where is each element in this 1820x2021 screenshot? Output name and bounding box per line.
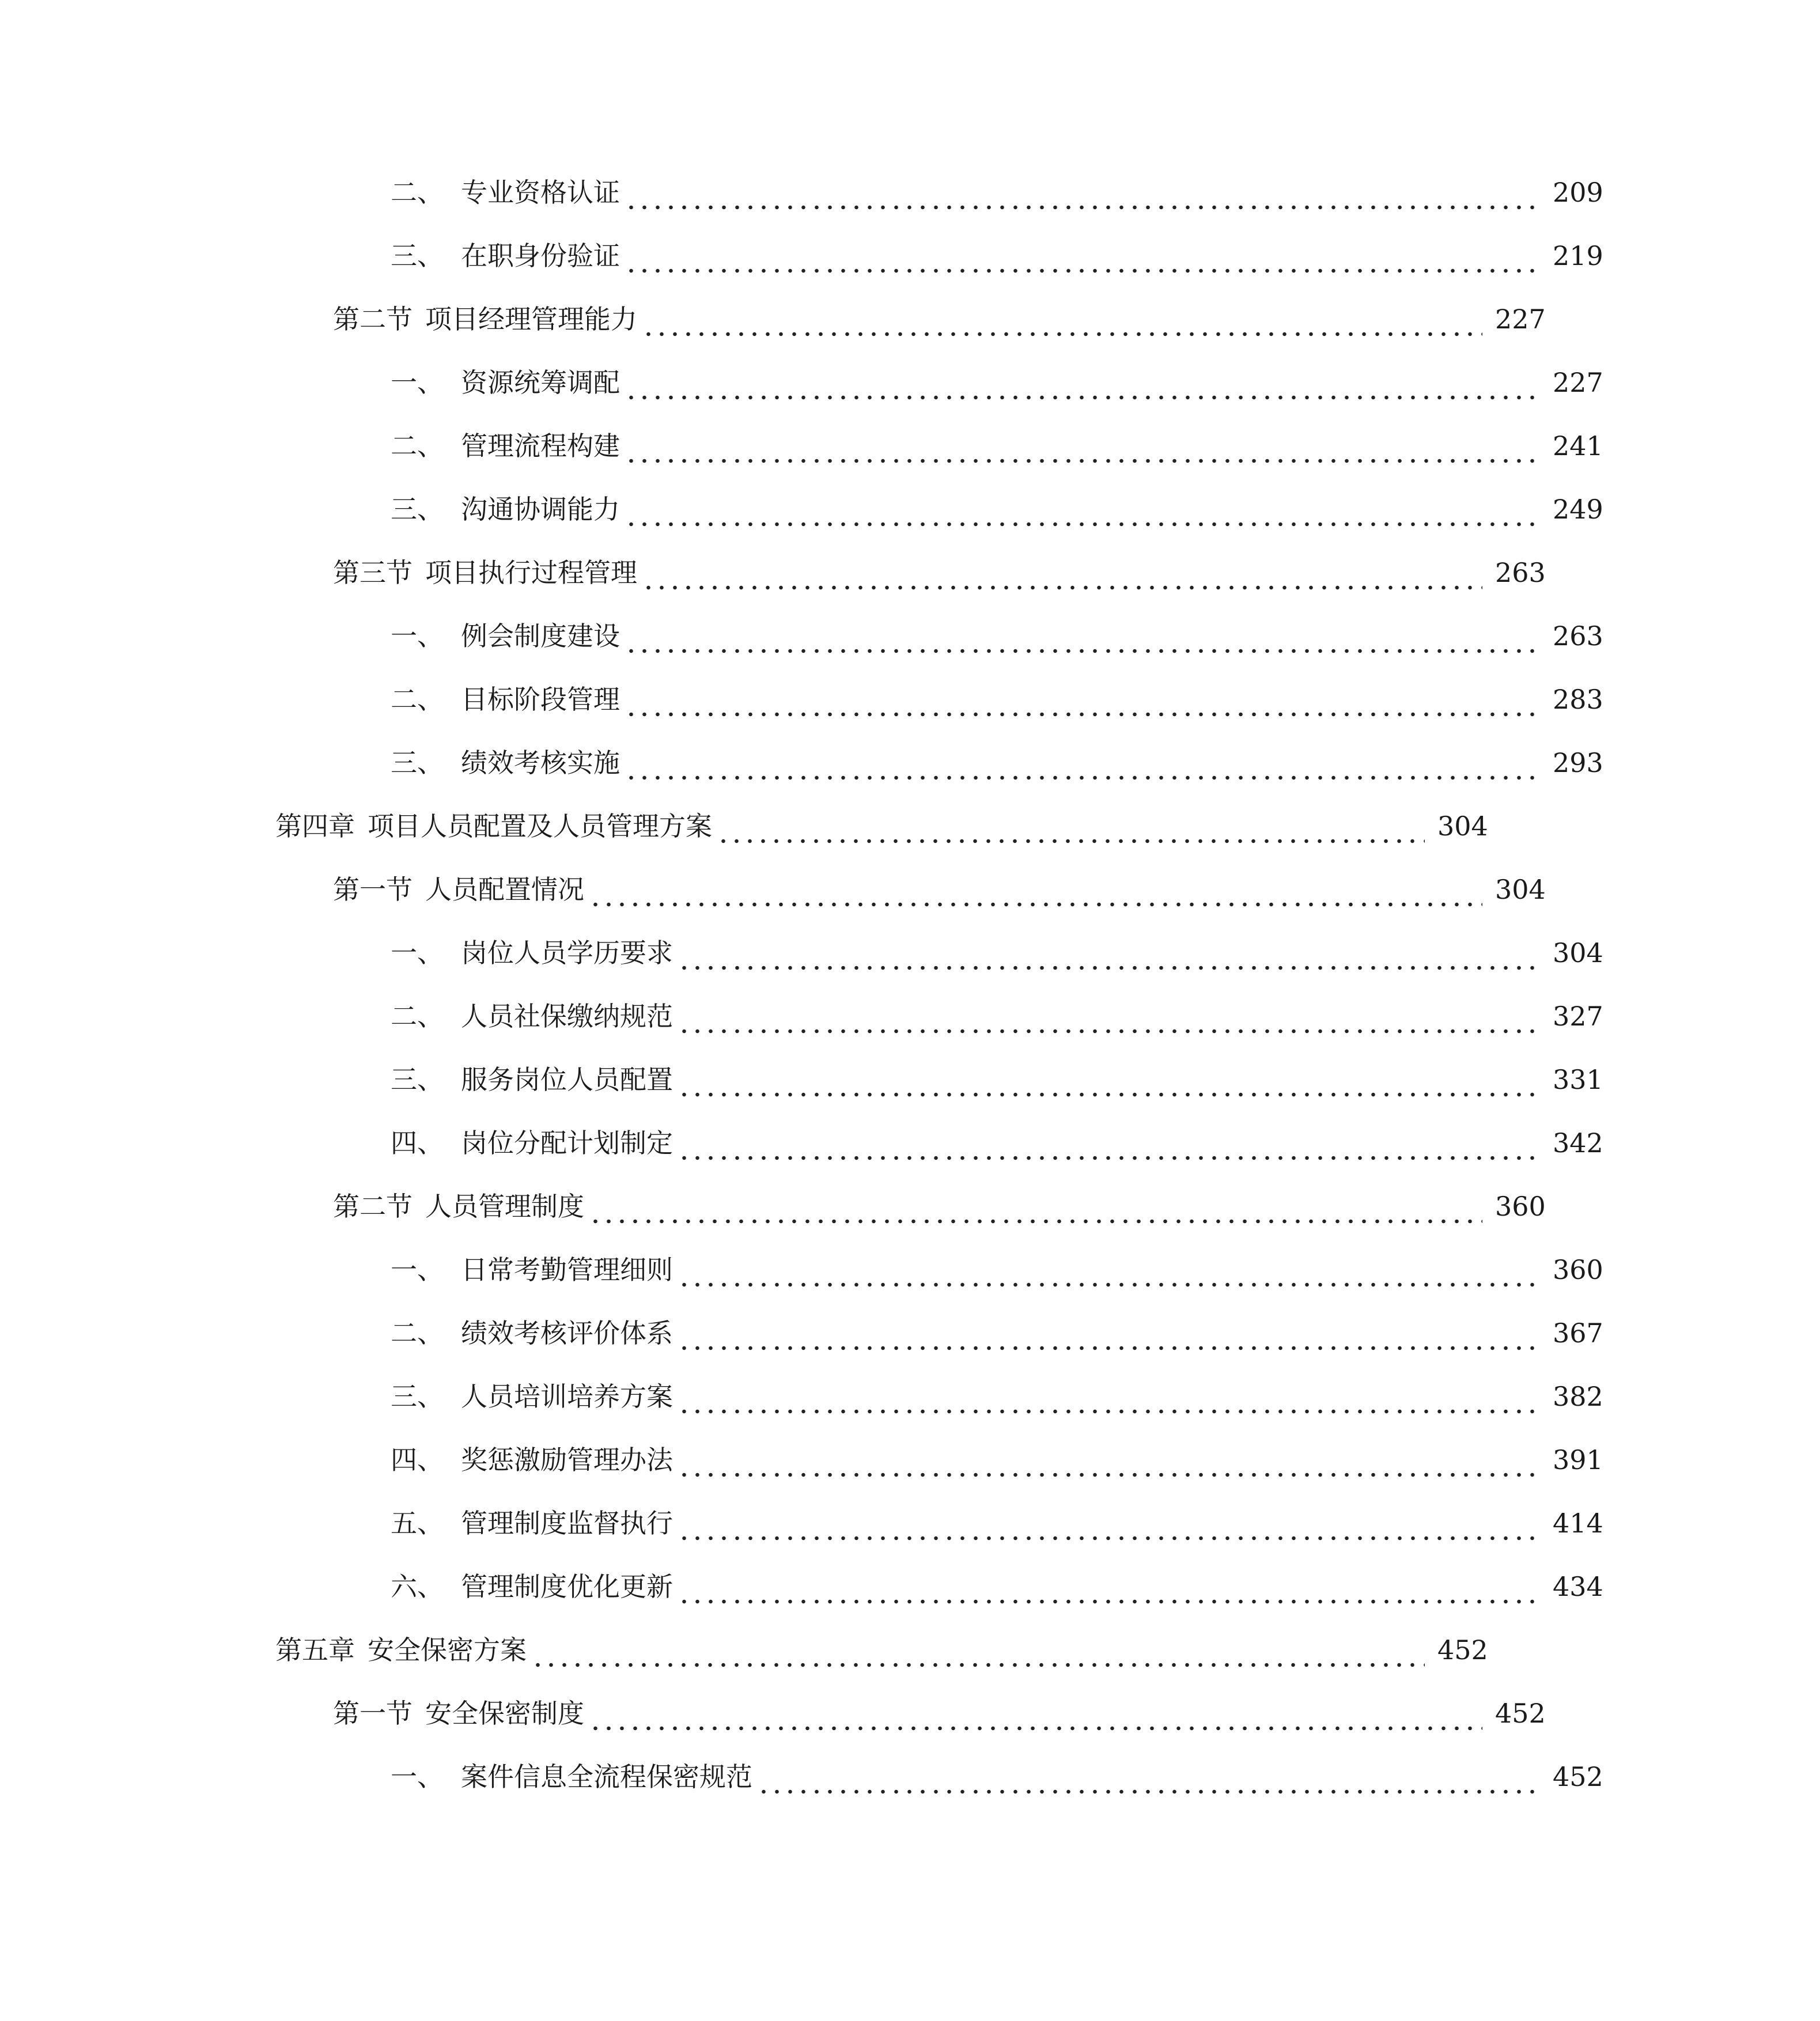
toc-entry[interactable] (0, 169, 1820, 215)
toc-entry[interactable] (0, 1183, 1762, 1229)
dot-leader (678, 1120, 1540, 1166)
dot-leader (625, 676, 1540, 722)
toc-entry-number: 第二节 (333, 304, 413, 335)
toc-entry-number: 四、 (391, 1127, 444, 1159)
dot-leader (678, 1437, 1540, 1483)
toc-entry-page: 452 (1495, 1698, 1546, 1729)
toc-entry-page: 209 (1553, 177, 1603, 208)
toc-entry-page: 263 (1495, 557, 1546, 588)
toc-entry-title: 绩效考核实施 (461, 747, 620, 778)
toc-entry-page: 382 (1553, 1381, 1603, 1412)
toc-entry-page: 391 (1553, 1444, 1603, 1475)
toc-entry-number: 二、 (391, 1001, 444, 1032)
toc-entry-title: 管理制度监督执行 (461, 1508, 673, 1539)
toc-entry-page: 452 (1437, 1634, 1488, 1666)
toc-entry-title: 管理制度优化更新 (461, 1571, 673, 1602)
toc-entry-page: 241 (1553, 430, 1603, 461)
toc-entry-title: 项目执行过程管理 (425, 557, 637, 588)
toc-entry-number: 二、 (391, 177, 444, 208)
toc-entry-number: 一、 (391, 937, 444, 968)
toc-entry-page: 327 (1553, 1001, 1603, 1032)
toc-entry[interactable] (0, 296, 1762, 342)
toc-entry[interactable] (0, 866, 1762, 913)
toc-entry[interactable] (0, 1247, 1820, 1293)
toc-entry-number: 二、 (391, 430, 444, 461)
toc-entry-page: 263 (1553, 620, 1603, 652)
toc-entry-title: 人员社保缴纳规范 (461, 1001, 673, 1032)
toc-entry-title: 奖惩激励管理办法 (461, 1444, 673, 1475)
toc-entry[interactable] (0, 1310, 1820, 1356)
toc-entry-page: 283 (1553, 684, 1603, 715)
toc-entry-page: 414 (1553, 1508, 1603, 1539)
dot-leader (589, 1183, 1482, 1229)
toc-entry-title: 人员培训培养方案 (461, 1381, 673, 1412)
toc-entry-page: 219 (1553, 240, 1603, 271)
toc-entry-number: 三、 (391, 747, 444, 778)
toc-entry-title: 安全保密方案 (368, 1634, 527, 1666)
toc-entry[interactable] (0, 486, 1820, 532)
dot-leader (625, 740, 1540, 786)
toc-entry-title: 专业资格认证 (461, 177, 620, 208)
dot-leader (625, 423, 1540, 469)
toc-entry[interactable] (0, 1437, 1820, 1483)
dot-leader (625, 233, 1540, 279)
toc-entry[interactable] (0, 1690, 1762, 1736)
dot-leader (642, 550, 1482, 596)
toc-entry-title: 岗位人员学历要求 (461, 937, 673, 968)
toc-entry-title: 人员管理制度 (425, 1191, 584, 1222)
toc-entry-number: 第四章 (275, 811, 355, 842)
toc-entry-title: 人员配置情况 (425, 874, 584, 905)
toc-entry[interactable] (0, 233, 1820, 279)
toc-entry-page: 331 (1553, 1064, 1603, 1095)
dot-leader (757, 1754, 1540, 1800)
toc-entry[interactable] (0, 1754, 1820, 1800)
toc-entry-page: 360 (1495, 1191, 1546, 1222)
toc-entry[interactable] (0, 423, 1820, 469)
toc-entry-number: 第二节 (333, 1191, 413, 1222)
toc-entry-page: 360 (1553, 1254, 1603, 1285)
toc-entry[interactable] (0, 550, 1762, 596)
toc-entry-number: 一、 (391, 1254, 444, 1285)
toc-entry-number: 六、 (391, 1571, 444, 1602)
toc-entry-title: 项目人员配置及人员管理方案 (368, 811, 712, 842)
toc-entry-page: 452 (1553, 1761, 1603, 1792)
toc-entry[interactable] (0, 1500, 1820, 1546)
toc-entry-number: 第三节 (333, 557, 413, 588)
toc-entry-page: 249 (1553, 494, 1603, 525)
toc-entry-number: 二、 (391, 1318, 444, 1349)
toc-entry-page: 304 (1553, 937, 1603, 968)
toc-entry-number: 一、 (391, 1761, 444, 1792)
toc-entry-number: 一、 (391, 620, 444, 652)
toc-entry-title: 资源统筹调配 (461, 367, 620, 398)
dot-leader (625, 613, 1540, 659)
toc-entry-number: 第五章 (275, 1634, 355, 1666)
toc-entry-title: 沟通协调能力 (461, 494, 620, 525)
toc-entry-number: 四、 (391, 1444, 444, 1475)
dot-leader (678, 1500, 1540, 1546)
toc-entry-title: 服务岗位人员配置 (461, 1064, 673, 1095)
toc-entry-title: 项目经理管理能力 (425, 304, 637, 335)
toc-entry[interactable] (0, 803, 1705, 849)
dot-leader (678, 1057, 1540, 1103)
toc-entry-number: 第一节 (333, 1698, 413, 1729)
toc-entry-page: 342 (1553, 1127, 1603, 1159)
dot-leader (625, 359, 1540, 406)
dot-leader (642, 296, 1482, 342)
dot-leader (531, 1627, 1425, 1673)
dot-leader (678, 1310, 1540, 1356)
toc-entry[interactable] (0, 930, 1820, 976)
toc-entry-number: 二、 (391, 684, 444, 715)
toc-entry-number: 一、 (391, 367, 444, 398)
toc-entry-number: 三、 (391, 240, 444, 271)
toc-entry-page: 367 (1553, 1318, 1603, 1349)
toc-entry-number: 第一节 (333, 874, 413, 905)
dot-leader (625, 486, 1540, 532)
toc-entry[interactable] (0, 359, 1820, 406)
dot-leader (717, 803, 1425, 849)
dot-leader (625, 169, 1540, 215)
dot-leader (678, 1564, 1540, 1610)
toc-entry[interactable] (0, 1564, 1820, 1610)
toc-entry-title: 目标阶段管理 (461, 684, 620, 715)
toc-entry-number: 三、 (391, 1381, 444, 1412)
toc-entry-number: 三、 (391, 1064, 444, 1095)
toc-entry-title: 管理流程构建 (461, 430, 620, 461)
toc-entry-title: 岗位分配计划制定 (461, 1127, 673, 1159)
toc-entry[interactable] (0, 1120, 1820, 1166)
toc-entry[interactable] (0, 740, 1820, 786)
dot-leader (678, 930, 1540, 976)
dot-leader (589, 1690, 1482, 1736)
toc-entry-page: 293 (1553, 747, 1603, 778)
toc-entry[interactable] (0, 1373, 1820, 1420)
toc-entry-title: 日常考勤管理细则 (461, 1254, 673, 1285)
dot-leader (678, 1373, 1540, 1420)
toc-entry[interactable] (0, 993, 1820, 1039)
toc-entry-page: 227 (1495, 304, 1546, 335)
toc-entry[interactable] (0, 1057, 1820, 1103)
toc-entry-page: 304 (1437, 811, 1488, 842)
toc-entry-title: 例会制度建设 (461, 620, 620, 652)
dot-leader (678, 993, 1540, 1039)
toc-entry-title: 安全保密制度 (425, 1698, 584, 1729)
toc-entry[interactable] (0, 1627, 1705, 1673)
toc-entry[interactable] (0, 613, 1820, 659)
toc-entry-page: 227 (1553, 367, 1603, 398)
toc-entry-title: 在职身份验证 (461, 240, 620, 271)
dot-leader (589, 866, 1482, 913)
toc-entry-number: 五、 (391, 1508, 444, 1539)
toc-entry-page: 434 (1553, 1571, 1603, 1602)
dot-leader (678, 1247, 1540, 1293)
toc-entry-title: 绩效考核评价体系 (461, 1318, 673, 1349)
toc-entry-page: 304 (1495, 874, 1546, 905)
toc-entry-number: 三、 (391, 494, 444, 525)
toc-entry-title: 案件信息全流程保密规范 (461, 1761, 752, 1792)
toc-entry[interactable] (0, 676, 1820, 722)
